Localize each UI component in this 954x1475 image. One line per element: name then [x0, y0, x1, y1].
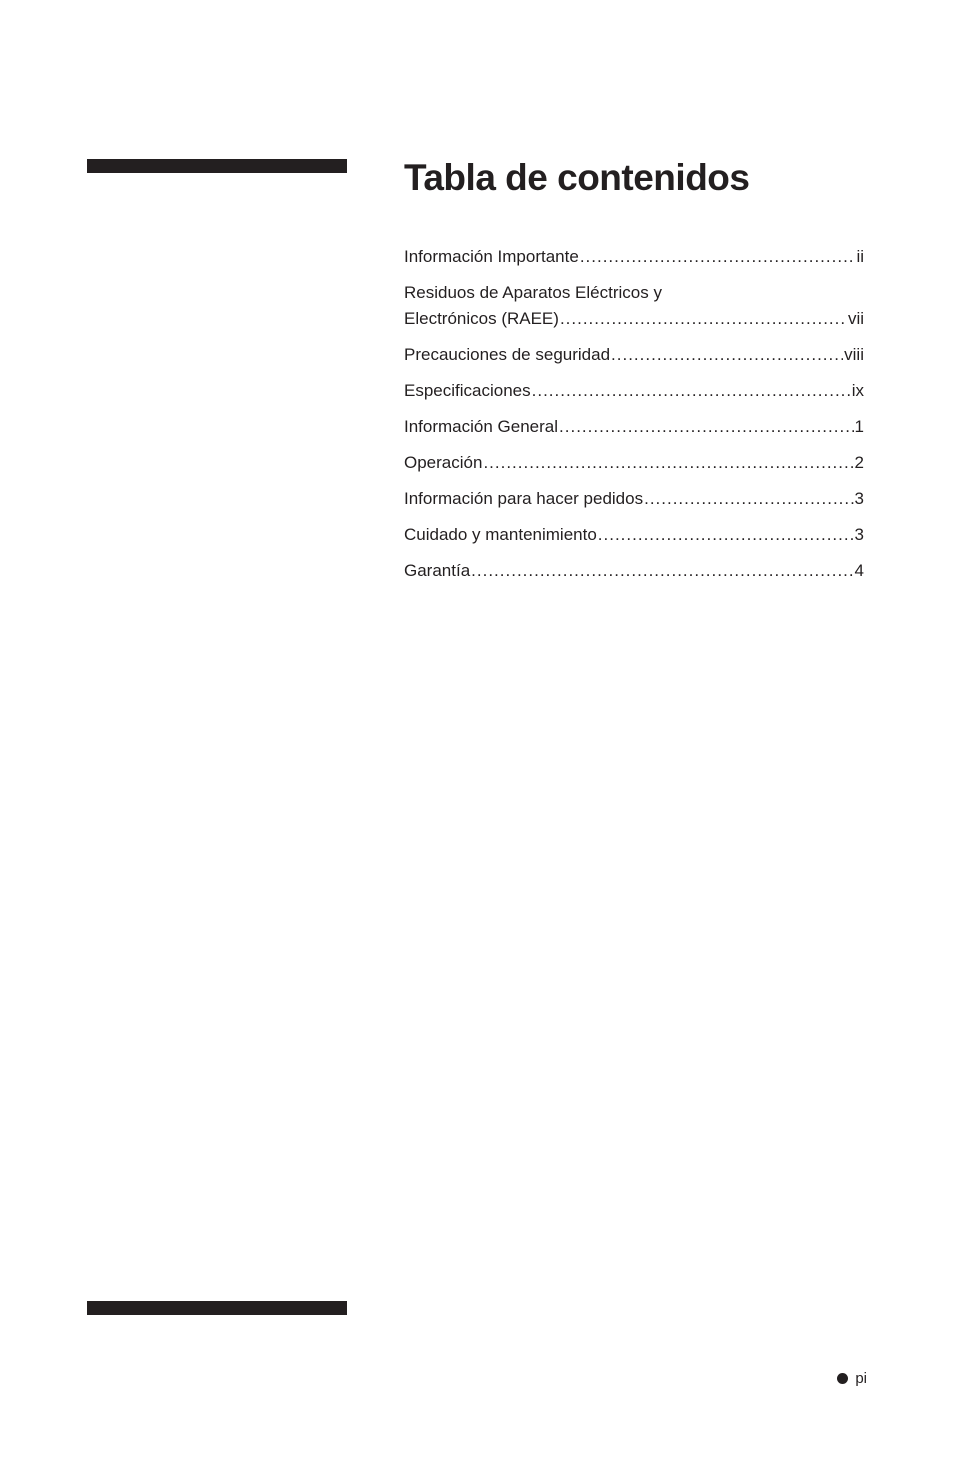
toc-entry-title: Cuidado y mantenimiento [404, 525, 597, 544]
toc-entry-page: ix [851, 381, 864, 400]
page-footer [800, 1366, 867, 1390]
toc-row [404, 244, 864, 270]
bottom-decorative-bar [87, 1301, 347, 1315]
toc-entry[interactable] [404, 558, 864, 584]
toc-entry-page: viii [844, 345, 864, 364]
toc-entry-page: 3 [854, 525, 864, 544]
toc-dot-leader [471, 558, 853, 584]
toc-row [404, 522, 864, 548]
toc-entry-title: Electrónicos (RAEE) [404, 309, 559, 328]
top-decorative-bar [87, 159, 347, 173]
toc-entry[interactable] [404, 280, 864, 332]
toc-row [404, 378, 864, 404]
table-of-contents [404, 244, 864, 594]
toc-entry-page: vii [847, 309, 864, 328]
toc-entry-title: Información General [404, 417, 559, 436]
toc-entry-page: 2 [854, 453, 864, 472]
toc-entry-page: 1 [854, 417, 864, 436]
toc-entry-title: Operación [404, 453, 483, 472]
toc-dot-leader [598, 522, 854, 548]
toc-dot-leader [611, 342, 843, 368]
toc-row [404, 306, 864, 332]
toc-entry-page: 3 [854, 489, 864, 508]
toc-row [404, 414, 864, 440]
toc-entry[interactable] [404, 244, 864, 270]
toc-dot-leader [560, 306, 847, 332]
toc-dot-leader [644, 486, 853, 512]
toc-entry-title: Información Importante [404, 247, 579, 266]
toc-entry[interactable] [404, 378, 864, 404]
toc-entry[interactable] [404, 450, 864, 476]
toc-entry[interactable] [404, 522, 864, 548]
toc-row [404, 342, 864, 368]
page-number: pi [855, 1369, 867, 1387]
toc-entry[interactable] [404, 414, 864, 440]
toc-entry[interactable] [404, 342, 864, 368]
toc-entry-title: Precauciones de seguridad [404, 345, 611, 364]
toc-entry-page: 4 [854, 561, 864, 580]
toc-entry-title-line1: Residuos de Aparatos Eléctricos y [404, 283, 662, 302]
toc-entry-title: Especificaciones [404, 381, 531, 400]
toc-row [404, 558, 864, 584]
toc-entry-page: ii [856, 247, 864, 266]
toc-dot-leader [559, 414, 854, 440]
page-title: Tabla de contenidos [404, 157, 750, 198]
toc-dot-leader [580, 244, 856, 270]
toc-dot-leader [483, 450, 853, 476]
toc-row [404, 450, 864, 476]
toc-entry-title: Información para hacer pedidos [404, 489, 644, 508]
toc-entry-title: Garantía [404, 561, 471, 580]
toc-row [404, 486, 864, 512]
toc-entry[interactable] [404, 486, 864, 512]
bullet-icon [837, 1373, 848, 1384]
toc-dot-leader [532, 378, 851, 404]
